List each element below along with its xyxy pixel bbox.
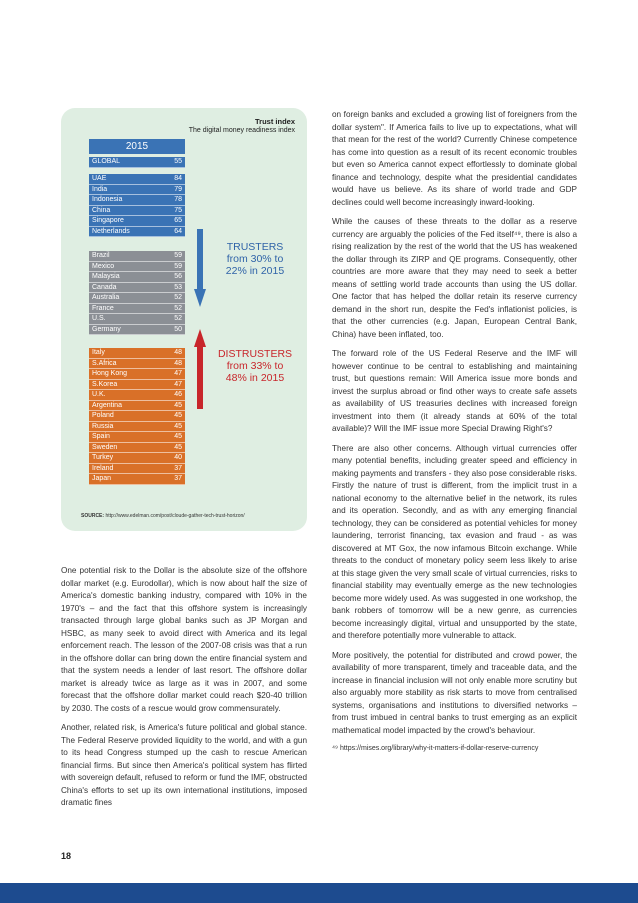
country-name: S.Korea <box>92 380 118 388</box>
paragraph: on foreign banks and excluded a growing list of foreigners from the dollar system". If America fails to live up to expectations, what will that mean for the rest of the world? Currently Chinese competence has come into question as a result of its recent economic troubles but even so America cannot expect effortlessly to dominate global finance and technology, despite what the presidential candidates would have us believe. As its share of world trade and GDP declines could well become increasingly inward-looking. <box>332 110 577 207</box>
trusters-label <box>211 241 299 277</box>
paragraph: The forward role of the US Federal Reserve and the IMF will however continue to be central to establishing and maintaining trust, but questions remain: Will America issue more bonds and invest the surplus abroad or find other ways to create safe assets as availability of US treasuries declines with increased foreign investment into them (it already stands at 60% of the total available)? Will the IMF issue more Special Drawing Right's? <box>332 349 577 433</box>
country-value: 59 <box>174 252 182 259</box>
country-value: 37 <box>174 475 182 482</box>
right-column <box>332 109 577 754</box>
table-row <box>89 314 185 325</box>
table-row <box>89 411 185 422</box>
country-value: 64 <box>174 227 182 235</box>
table-row <box>89 174 185 185</box>
country-name: Mexico <box>92 262 115 270</box>
country-value: 47 <box>174 380 182 388</box>
country-value: 48 <box>174 349 182 356</box>
country-value: 52 <box>174 294 182 301</box>
trusters-label-line: TRUSTERS <box>226 241 284 253</box>
table-row <box>89 227 185 238</box>
source-link[interactable]: http://www.edelman.com/post/cloude-gather-tech-trust-horizon/ <box>105 513 245 519</box>
trust-index-subtitle: The digital money readiness index <box>188 127 295 134</box>
table-row <box>89 390 185 401</box>
distrusters-label-line: 48% in 2015 <box>225 372 285 384</box>
table-row <box>89 304 185 315</box>
paragraph: One potential risk to the Dollar is the absolute size of the offshore dollar market (e.g. Eurodollar), which is now about half the size of America's domestic banking industry, compared with 10% in the 1970's – and the fact that this offshore system is increasingly transacted through large global banks such as JP Morgan and HSBC, as many seek to avoid direct with America and its legal enforcement reach. The lesson of the 2007-08 crisis was that a run in the offshore dollar can bring down the entire financial system and that the system needs a lender of last resort. The offshore dollar market is already twice as large as it was in 2007, and some forecast that the offshore dollar market could reach $20-40 trillion by 2030. The costs of a rescue would grow commensurately. <box>61 566 307 713</box>
country-name: Poland <box>92 412 114 419</box>
country-value: 52 <box>174 315 182 322</box>
country-name: India <box>92 185 108 193</box>
country-value: 65 <box>174 217 182 224</box>
country-name: Canada <box>92 283 117 291</box>
table-row <box>89 185 185 196</box>
country-value: 47 <box>174 370 182 377</box>
country-value: 48 <box>174 359 182 367</box>
country-name: Indonesia <box>92 196 123 203</box>
country-value: 84 <box>174 175 182 182</box>
paragraph: While the causes of these threats to the dollar as a reserve currency are arguably the policies of the Fed itself⁴⁹, there is also a rising realization by the rest of the world that the US has weakened the dollar through its ZIRP and QE programs. Consequently, other countries are more aware that they may need to seek a better means of settling world trade accounts than using the US dollar. One factor that has helped the dollar retain its reserve currency demand in the short run, despite the Fed's inflationist policies, is that the other currencies (e.g. Japan, European Central Bank, China) have been inflated, too. <box>332 217 577 339</box>
country-name: Australia <box>92 294 120 301</box>
country-value: 53 <box>174 283 182 291</box>
country-value: 55 <box>174 158 182 165</box>
country-value: 56 <box>174 273 182 280</box>
country-name: Germany <box>92 325 121 333</box>
country-name: Singapore <box>92 217 124 224</box>
country-value: 75 <box>174 206 182 214</box>
table-row <box>89 369 185 380</box>
distrusters-label <box>211 348 299 384</box>
trust-index-title: Trust index <box>254 117 295 126</box>
country-name: Turkey <box>92 454 114 461</box>
trusters-block <box>89 174 185 237</box>
country-value: 40 <box>174 454 182 461</box>
page-number: 18 <box>61 851 72 861</box>
table-row <box>89 348 185 359</box>
source-note <box>81 513 245 519</box>
distrusters-label-line: DISTRUSTERS <box>217 348 293 360</box>
country-value: 50 <box>174 325 182 333</box>
table-row <box>89 401 185 412</box>
arrow-down-blue-icon <box>194 229 206 309</box>
paragraph: There are also other concerns. Although virtual currencies offer many potential benefits, including greater speed and efficiency in making payments and transfers - they also pose considerable risks. Firstly the nature of trust is different, from the implicit trust in a national economy to the alternative belief in the network, its rules and its operation. Secondly, and as with any emerging financial technology, they can be considered as potential vehicles for money laundering, terrorist financing, tax evasion and fraud - as was discovered at MT Gox, the now infamous Bitcoin exchange. While threats to the conduct of monetary policy seem less likely to arise at this stage given the very small scale of virtual currencies, risks to financial stability may eventually emerge as the new technologies become more widely used. As was suggested in one workshop, the bank robbers of tomorrow will be a new genre, as currencies become increasingly digital, virtual and unsupported by the state, and therefore potentially more vulnerable to attack. <box>332 443 577 640</box>
country-name: Spain <box>92 433 110 440</box>
table-row <box>89 464 185 475</box>
country-name: UAE <box>92 175 107 182</box>
distrusters-label-line: from 33% to <box>226 360 284 372</box>
trusters-label-line: 22% in 2015 <box>225 265 285 277</box>
country-value: 45 <box>174 401 182 409</box>
table-row <box>89 453 185 464</box>
country-name: GLOBAL <box>92 158 121 165</box>
table-row <box>89 325 185 336</box>
global-block <box>89 157 185 168</box>
country-name: China <box>92 206 111 214</box>
table-row <box>89 206 185 217</box>
country-value: 78 <box>174 196 182 203</box>
country-name: Argentina <box>92 401 122 409</box>
footnote: ⁴⁹ https://mises.org/library/why-it-matters-if-dollar-reserve-currency <box>332 745 539 752</box>
country-name: U.S. <box>92 315 106 322</box>
country-value: 45 <box>174 412 182 419</box>
table-row <box>89 380 185 391</box>
country-value: 46 <box>174 391 182 398</box>
table-row <box>89 283 185 294</box>
country-name: France <box>92 304 114 312</box>
table-row <box>89 157 185 168</box>
paragraph: Another, related risk, is America's future political and global stance. The Federal Reserve provided liquidity to the world, and with a gun to its head Congress stumped up the cash to rescue American financial firms. But since then America's political system has flirted with sovereign default, refused to reform or fund the IMF, obstructed China's efforts to set up its own international institutions, imposed dramatic fines <box>61 723 307 807</box>
trust-index-panel <box>61 108 307 531</box>
table-row <box>89 216 185 227</box>
table-row <box>89 293 185 304</box>
country-value: 45 <box>174 433 182 440</box>
country-value: 79 <box>174 185 182 193</box>
country-value: 45 <box>174 443 182 451</box>
table-row <box>89 251 185 262</box>
table-row <box>89 272 185 283</box>
table-row <box>89 359 185 370</box>
arrow-up-red-icon <box>194 329 206 409</box>
country-value: 52 <box>174 304 182 312</box>
country-name: Malaysia <box>92 273 120 280</box>
paragraph: More positively, the potential for distributed and crowd power, the availability of more transparent, timely and traceable data, and the increase in financial inclusion will not only enable more scrutiny but also arguably more stability as risk starts to move from centralised systems, organisations and institutions to diversified networks – from trust imbued in central banks to trust emerging as an explicit mathematical model impacted by the crowd's behaviour. <box>332 650 577 735</box>
country-name: Sweden <box>92 443 118 451</box>
source-label: SOURCE: <box>81 513 105 519</box>
left-column <box>61 565 307 817</box>
country-name: Brazil <box>92 252 110 259</box>
table-row <box>89 432 185 443</box>
country-name: U.K. <box>92 391 106 398</box>
distrusters-block <box>89 348 185 485</box>
country-value: 37 <box>174 464 182 472</box>
trust-index-heading <box>189 117 295 135</box>
trusters-label-line: from 30% to <box>226 253 284 265</box>
country-value: 59 <box>174 262 182 270</box>
year-header: 2015 <box>89 139 185 154</box>
table-row <box>89 422 185 433</box>
country-name: Netherlands <box>92 227 130 235</box>
country-name: Italy <box>92 349 105 356</box>
country-value: 45 <box>174 422 182 430</box>
table-row <box>89 474 185 485</box>
table-row <box>89 262 185 273</box>
country-name: Ireland <box>92 464 114 472</box>
table-row <box>89 443 185 454</box>
country-name: Japan <box>92 475 112 482</box>
footer-bar <box>0 883 638 903</box>
country-name: Hong Kong <box>92 370 128 377</box>
country-name: S.Africa <box>92 359 117 367</box>
table-row <box>89 195 185 206</box>
country-name: Russia <box>92 422 114 430</box>
neutrals-block <box>89 251 185 335</box>
